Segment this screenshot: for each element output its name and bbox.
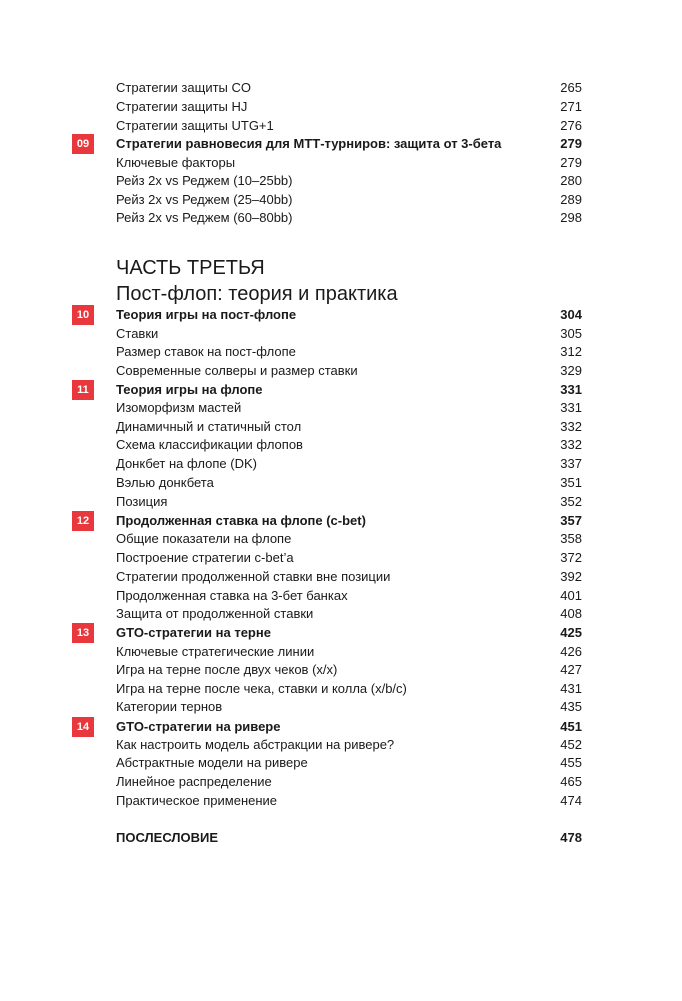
toc-entry-title: Общие показатели на флопе — [116, 531, 292, 546]
chapter-title: Продолженная ставка на флопе (c-bet) — [116, 513, 366, 528]
toc-entry-title: Линейное распределение — [116, 774, 272, 789]
chapter-heading — [116, 381, 582, 399]
toc-entry-page: 408 — [560, 606, 582, 621]
chapter-page: 304 — [560, 307, 582, 322]
toc-entry-title: Рейз 2x vs Реджем (25–40bb) — [116, 192, 293, 207]
chapter-heading — [116, 718, 582, 736]
chapter-title: GTO-стратегии на ривере — [116, 719, 281, 734]
toc-entry-title: Ключевые стратегические линии — [116, 644, 315, 659]
toc-entry-page: 474 — [560, 793, 582, 808]
chapter-number-badge: 14 — [72, 717, 94, 737]
toc-entry-title: Игра на терне после чека, ставки и колла (x/b/c) — [116, 681, 407, 696]
toc-entry — [116, 754, 582, 772]
chapter-number-badge: 10 — [72, 305, 94, 325]
toc-entry-page: 352 — [560, 494, 582, 509]
toc-entry-title: Рейз 2x vs Реджем (60–80bb) — [116, 210, 293, 225]
chapter-page: 331 — [560, 382, 582, 397]
toc-entry-title: Стратегии защиты UTG+1 — [116, 118, 274, 133]
toc-entry-page: 452 — [560, 737, 582, 752]
toc-entry-title: Ключевые факторы — [116, 155, 236, 170]
toc-entry — [116, 117, 582, 135]
toc-entry-title: Стратегии продолженной ставки вне позиции — [116, 569, 391, 584]
toc-entry-title: Стратегии защиты CO — [116, 80, 251, 95]
toc-entry — [116, 792, 582, 810]
toc-entry — [116, 191, 582, 209]
afterword-title: ПОСЛЕСЛОВИЕ — [116, 830, 219, 845]
chapter-title: Стратегии равновесия для МТТ-турниров: защита от 3-бета — [116, 136, 502, 151]
toc-entry — [116, 530, 582, 548]
chapter-number-badge: 13 — [72, 623, 94, 643]
toc-entry — [116, 343, 582, 361]
toc-entry — [116, 154, 582, 172]
toc-entry-page: 337 — [560, 456, 582, 471]
part-title: Пост-флоп: теория и практика — [116, 283, 398, 305]
toc-entry-title: Изоморфизм мастей — [116, 400, 242, 415]
toc-entry-page: 265 — [560, 80, 582, 95]
toc-entry — [116, 474, 582, 492]
toc-entry-page: 298 — [560, 210, 582, 225]
toc-entry-page: 312 — [560, 344, 582, 359]
toc-entry — [116, 436, 582, 454]
toc-entry — [116, 172, 582, 190]
toc-entry — [116, 98, 582, 116]
toc-entry-page: 358 — [560, 531, 582, 546]
toc-entry-page: 392 — [560, 569, 582, 584]
toc-entry — [116, 549, 582, 567]
toc-entry-title: Вэлью донкбета — [116, 475, 214, 490]
toc-entry-title: Ставки — [116, 326, 159, 341]
toc-entry-page: 332 — [560, 437, 582, 452]
toc-entry-title: Построение стратегии c-bet’а — [116, 550, 294, 565]
toc-entry-page: 426 — [560, 644, 582, 659]
toc-entry-page: 289 — [560, 192, 582, 207]
toc-entry-title: Рейз 2x vs Реджем (10–25bb) — [116, 173, 293, 188]
toc-entry — [116, 698, 582, 716]
chapter-page: 279 — [560, 136, 582, 151]
toc-entry-title: Защита от продолженной ставки — [116, 606, 314, 621]
toc-entry-page: 351 — [560, 475, 582, 490]
toc-entry — [116, 736, 582, 754]
chapter-number-badge: 09 — [72, 134, 94, 154]
toc-entry — [116, 680, 582, 698]
toc-entry — [116, 587, 582, 605]
toc-entry-page: 331 — [560, 400, 582, 415]
toc-entry-title: Донкбет на флопе (DK) — [116, 456, 257, 471]
chapter-page: 357 — [560, 513, 582, 528]
toc-entry-page: 276 — [560, 118, 582, 133]
toc-entry-title: Игра на терне после двух чеков (x/x) — [116, 662, 338, 677]
part-label: ЧАСТЬ ТРЕТЬЯ — [116, 257, 265, 279]
toc-entry-title: Категории тернов — [116, 699, 223, 714]
toc-entry — [116, 399, 582, 417]
toc-entry — [116, 455, 582, 473]
toc-entry — [116, 418, 582, 436]
toc-entry-title: Абстрактные модели на ривере — [116, 755, 308, 770]
toc-entry — [116, 661, 582, 679]
toc-entry-page: 305 — [560, 326, 582, 341]
chapter-heading — [116, 512, 582, 530]
toc-entry — [116, 325, 582, 343]
toc-entry — [116, 209, 582, 227]
toc-entry-title: Практическое применение — [116, 793, 278, 808]
toc-entry-page: 431 — [560, 681, 582, 696]
toc-entry-page: 465 — [560, 774, 582, 789]
toc-entry-page: 279 — [560, 155, 582, 170]
chapter-heading — [116, 624, 582, 642]
toc-entry-title: Динамичный и статичный стол — [116, 419, 302, 434]
chapter-page: 451 — [560, 719, 582, 734]
toc-entry-page: 372 — [560, 550, 582, 565]
toc-entry-title: Размер ставок на пост-флопе — [116, 344, 296, 359]
chapter-title: Теория игры на флопе — [116, 382, 263, 397]
toc-entry — [116, 605, 582, 623]
toc-entry — [116, 773, 582, 791]
toc-entry-title: Современные солверы и размер ставки — [116, 363, 358, 378]
chapter-heading — [116, 306, 582, 324]
afterword-heading — [116, 829, 582, 847]
toc-entry-page: 435 — [560, 699, 582, 714]
chapter-title: Теория игры на пост-флопе — [116, 307, 297, 322]
chapter-page: 425 — [560, 625, 582, 640]
afterword-page: 478 — [560, 830, 582, 845]
toc-entry-page: 280 — [560, 173, 582, 188]
toc-entry-title: Как настроить модель абстракции на ривере? — [116, 737, 395, 752]
chapter-number-badge: 12 — [72, 511, 94, 531]
toc-entry-page: 271 — [560, 99, 582, 114]
toc-entry — [116, 362, 582, 380]
chapter-title: GTO-стратегии на терне — [116, 625, 271, 640]
toc-entry-page: 332 — [560, 419, 582, 434]
toc-entry-title: Позиция — [116, 494, 168, 509]
toc-entry — [116, 643, 582, 661]
toc-entry — [116, 568, 582, 586]
toc-entry — [116, 79, 582, 97]
toc-entry-page: 427 — [560, 662, 582, 677]
toc-entry-page: 329 — [560, 363, 582, 378]
chapter-number-badge: 11 — [72, 380, 94, 400]
toc-entry-title: Стратегии защиты HJ — [116, 99, 248, 114]
toc-entry — [116, 493, 582, 511]
chapter-heading — [116, 135, 582, 153]
toc-entry-title: Продолженная ставка на 3-бет банках — [116, 588, 348, 603]
toc-entry-page: 401 — [560, 588, 582, 603]
toc-entry-title: Схема классификации флопов — [116, 437, 303, 452]
toc-entry-page: 455 — [560, 755, 582, 770]
